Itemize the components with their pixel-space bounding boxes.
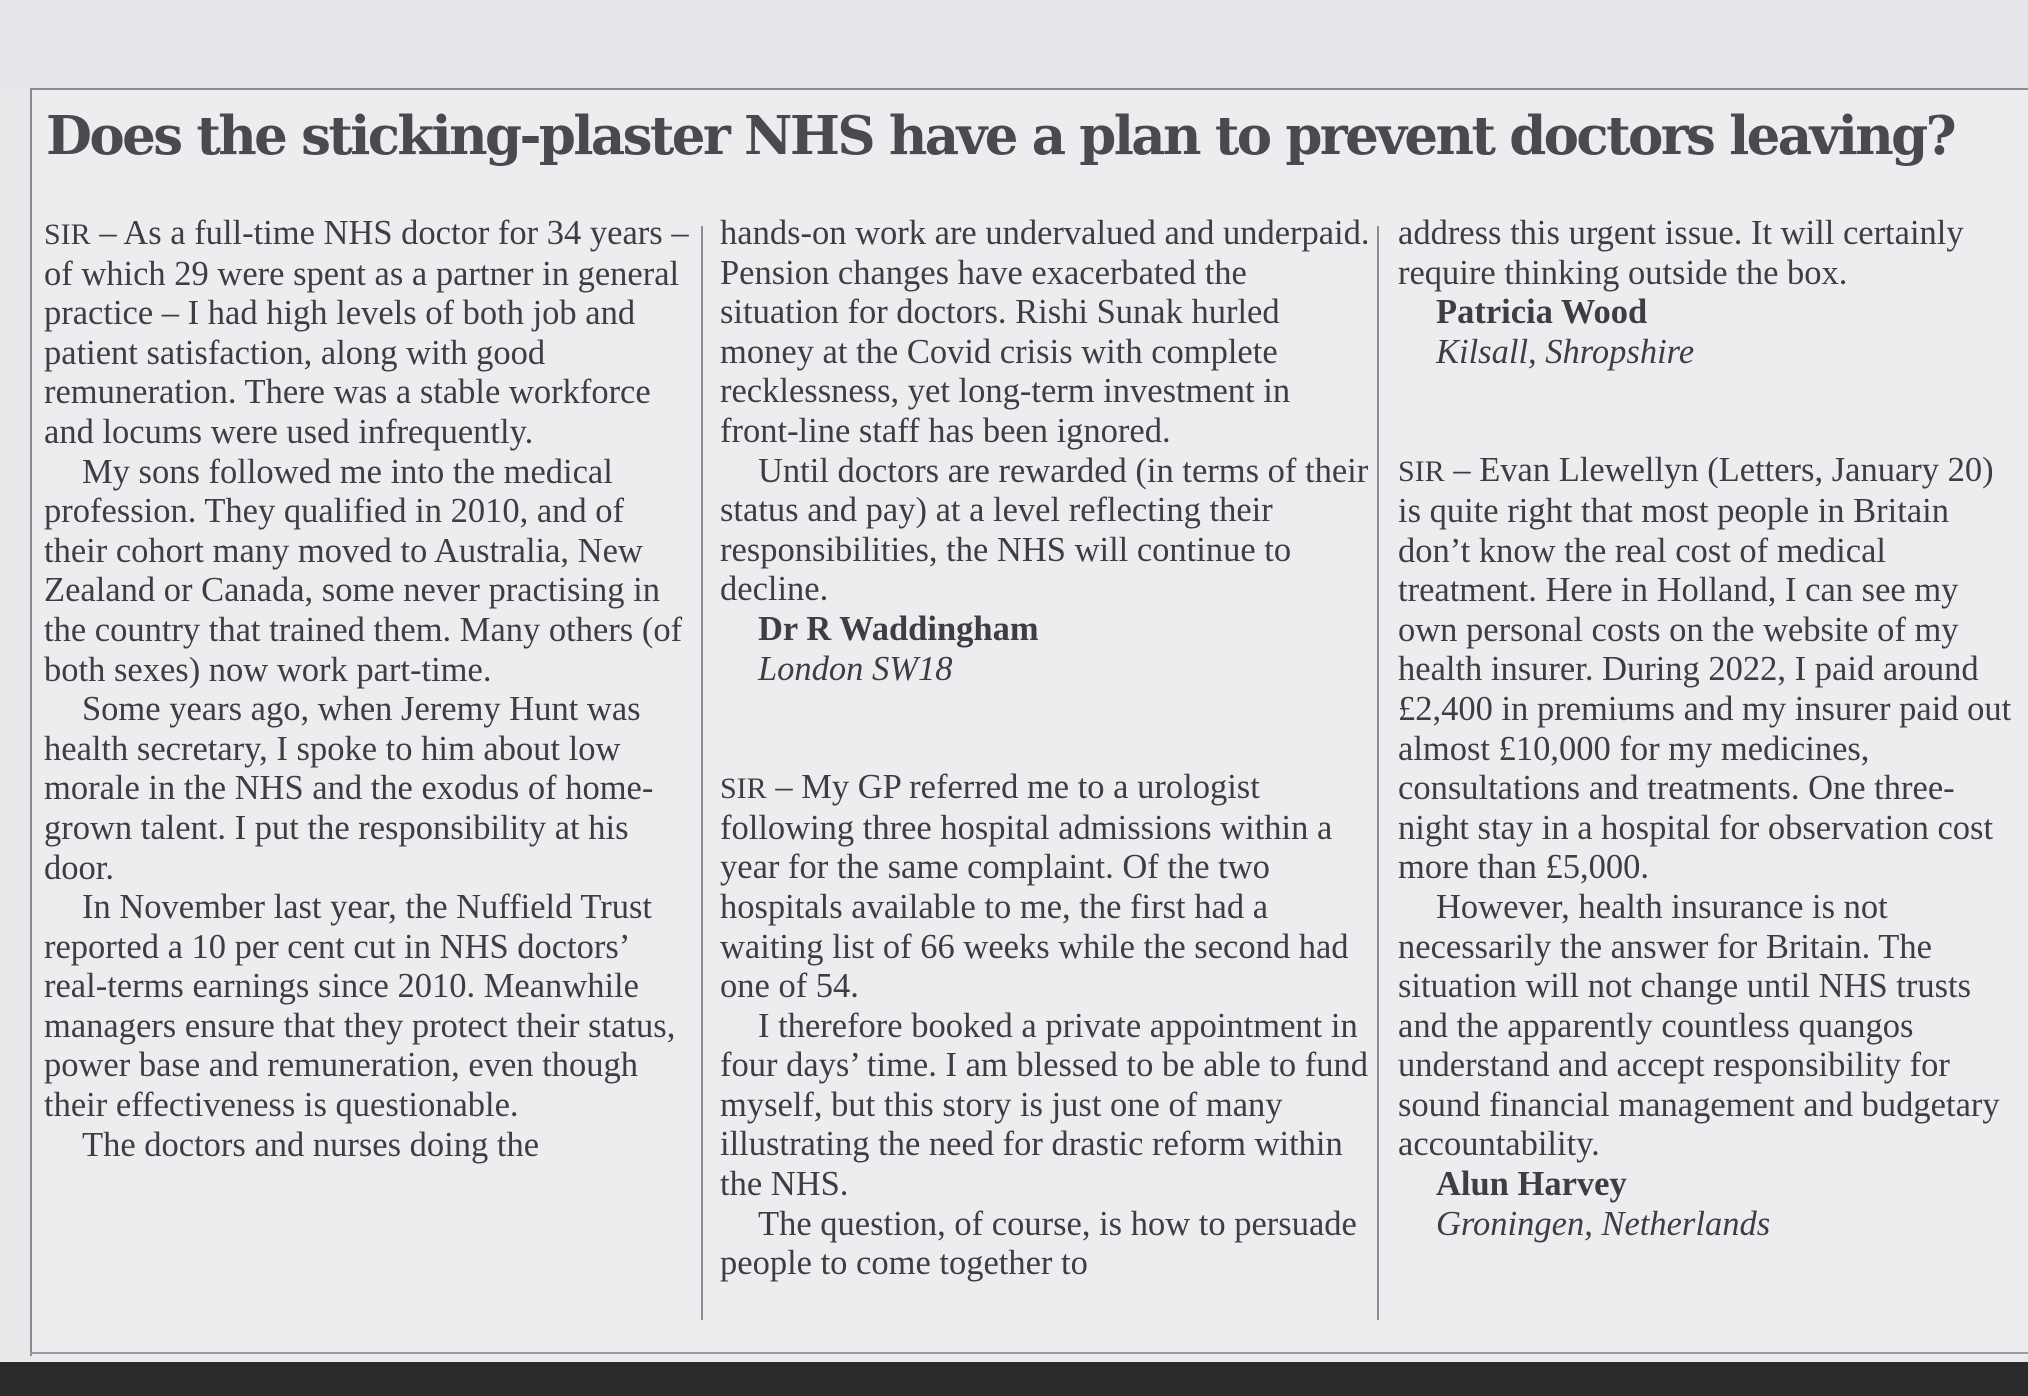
scan-background (0, 0, 2028, 88)
column-3 (1398, 214, 2023, 1244)
column-divider (1377, 226, 1379, 1320)
letter-1-paragraph-1-text: – As a full-time NHS doctor for 34 years – of which 29 were spent as a partner in general practice – I had high levels of both job and patient satisfaction, along with good remuneration. There was a stable workforce and locums were used infrequently. (44, 214, 689, 451)
column-1 (44, 214, 694, 1165)
column-2 (720, 214, 1370, 1284)
letter-2-salutation: SIR (720, 772, 767, 806)
scanner-edge-band (0, 1362, 2028, 1396)
page-bottom-rule (30, 1352, 2028, 1354)
letter-3-location: Groningen, Netherlands (1436, 1204, 1771, 1243)
letter-2-paragraph-1-text: – My GP referred me to a urologist following three hospital admissions within a year for the same complaint. Of the two hospitals available to me, the first had a waiting list of 66 weeks while the second had one of 54. (720, 768, 1349, 1006)
letter-3-paragraph-1 (1398, 451, 2023, 888)
column-divider (701, 226, 703, 1320)
letter-2-author: Patricia Wood (1436, 293, 1648, 332)
letter-3-paragraph-1-text: – Evan Llewellyn (Letters, January 20) is quite right that most people in Britain don’t know the real cost of medical treatment. Here in Holland, I can see my own personal costs on the website of my health insurer. During 2022, I paid around £2,400 in premiums and my insurer paid out almost £10,000 for my medicines, consultations and treatments. One three-night stay in a hospital for observation cost more than £5,000. (1398, 451, 2012, 887)
letter-1-paragraph-1 (44, 214, 694, 453)
letter-1-paragraph-3: Some years ago, when Jeremy Hunt was health secretary, I spoke to him about low morale in the NHS and the exodus of home-grown talent. I put the responsibility at his door. (44, 690, 654, 887)
letter-1-paragraph-5-continued: hands-on work are undervalued and underpaid. Pension changes have exacerbated the situation for doctors. Rishi Sunak hurled money at the Covid crisis with complete recklessness, yet long-term investment in front-line staff has been ignored. (720, 214, 1370, 450)
letter-1-paragraph-4: In November last year, the Nuffield Trust reported a 10 per cent cut in NHS doctors’ real-terms earnings since 2010. Meanwhile managers ensure that they protect their status, power base and remuneration, even though their effectiveness is questionable. (44, 888, 676, 1125)
letter-2-paragraph-3: The question, of course, is how to persuade people to come together to (720, 1204, 1357, 1283)
letter-3-salutation: SIR (1398, 455, 1445, 489)
letter-2-paragraph-2: I therefore booked a private appointment in four days’ time. I am blessed to be able to fund myself, but this story is just one of many illustrating the need for drastic reform within the NHS. (720, 1006, 1368, 1204)
letter-1-paragraph-6: Until doctors are rewarded (in terms of their status and pay) at a level reflecting their responsibilities, the NHS will continue to decline. (720, 451, 1369, 609)
letter-1-salutation: SIR (44, 218, 91, 251)
letter-3-paragraph-2: However, health insurance is not necessarily the answer for Britain. The situation will not change until NHS trusts and the apparently countless quangos understand and accept responsibility for sound financial management and budgetary accountability. (1398, 887, 2000, 1164)
letter-2-paragraph-1 (720, 768, 1370, 1007)
letter-1-author: Dr R Waddingham (758, 609, 1039, 648)
letter-1-location: London SW18 (758, 649, 953, 688)
letter-separator (720, 689, 1370, 768)
letter-1-paragraph-2: My sons followed me into the medical profession. They qualified in 2010, and of their cohort many moved to Australia, New Zealand or Canada, some never practising in the country that trained them. Many others (of both sexes) now work part-time. (44, 452, 683, 689)
letter-2-paragraph-3-continued: address this urgent issue. It will certainly require thinking outside the box. (1398, 214, 1964, 292)
page-headline: Does the sticking-plaster NHS have a plan to prevent doctors leaving? (46, 105, 1955, 167)
letter-3-author: Alun Harvey (1436, 1165, 1627, 1204)
letter-2-location: Kilsall, Shropshire (1436, 332, 1695, 371)
letter-separator (1398, 372, 2023, 451)
letter-1-paragraph-5: The doctors and nurses doing the (82, 1125, 540, 1164)
